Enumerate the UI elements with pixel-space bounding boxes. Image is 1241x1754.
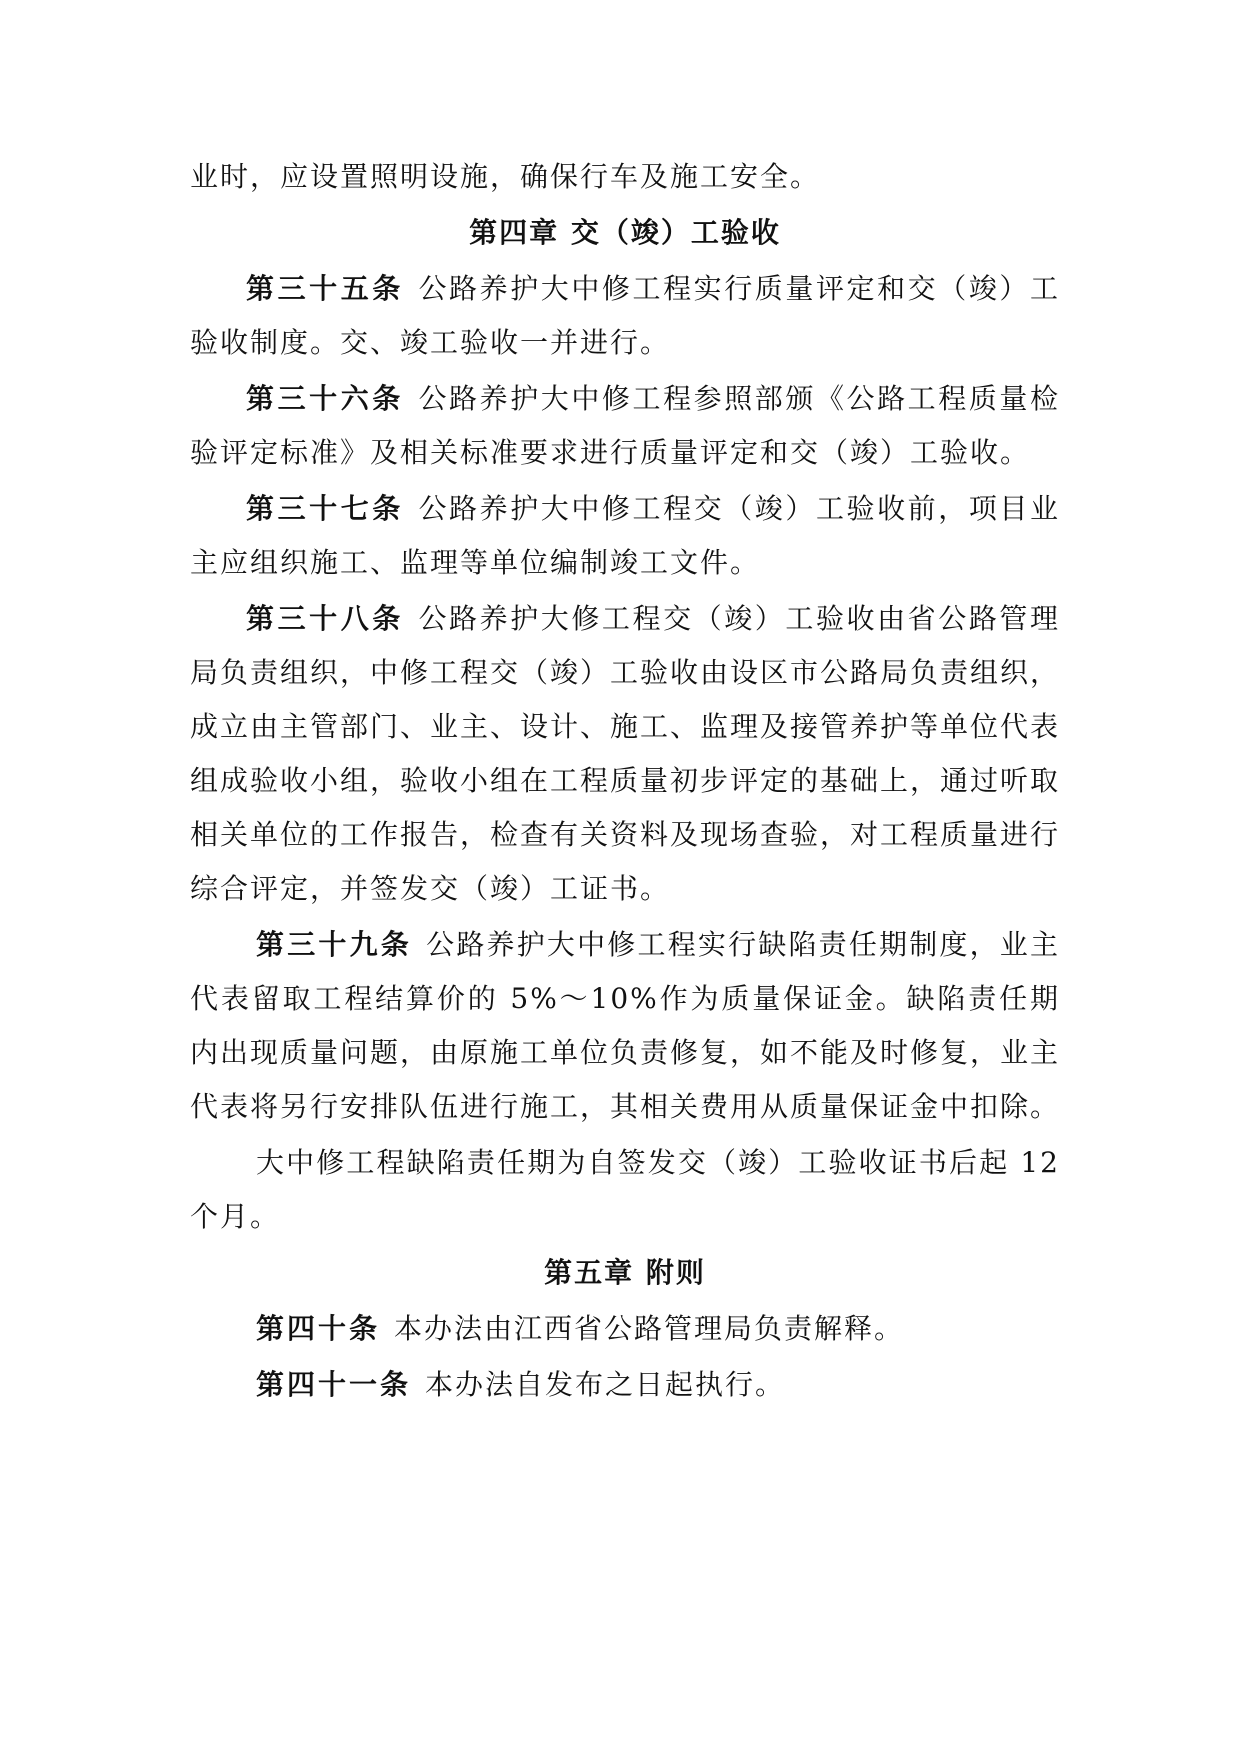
article-37 [190,482,1060,590]
article-40 [190,1302,1060,1356]
article-38 [190,592,1060,916]
article-text: 公路养护大修工程交（竣）工验收由省公路管理局负责组织，中修工程交（竣）工验收由设区市公路局负责组织，成立由主管部门、业主、设计、施工、监理及接管养护等单位代表组成验收小组，验收小组在工程质量初步评定的基础上，通过听取相关单位的工作报告，检查有关资料及现场查验，对工程质量进行综合评定，并签发交（竣）工证书。 [190,602,1061,905]
article-number: 第三十五条 [246,272,404,305]
article-36 [190,372,1060,480]
continuation-paragraph [190,150,1060,204]
article-number: 第三十八条 [246,602,404,635]
document-page [190,150,1060,1412]
chapter-5-heading: 第五章 附则 [544,1256,706,1289]
article-number: 第四十条 [256,1312,381,1345]
article-text: 公路养护大中修工程交（竣）工验收前，项目业主应组织施工、监理等单位编制竣工文件。 [190,492,1060,579]
chapter-4-heading: 第四章 交（竣）工验收 [469,216,781,249]
article-number: 第三十七条 [246,492,404,525]
article-41 [190,1358,1060,1412]
article-39 [190,918,1060,1134]
article-text: 公路养护大中修工程实行质量评定和交（竣）工验收制度。交、竣工验收一并进行。 [190,272,1060,359]
article-35 [190,262,1060,370]
article-text: 公路养护大中修工程参照部颁《公路工程质量检验评定标准》及相关标准要求进行质量评定和交（竣）工验收。 [190,382,1060,469]
article-text: 本办法由江西省公路管理局负责解释。 [394,1312,905,1345]
defect-period-paragraph [190,1136,1060,1244]
article-text: 本办法自发布之日起执行。 [425,1368,786,1401]
defect-period-text: 大中修工程缺陷责任期为自签发交（竣）工验收证书后起 12 个月。 [190,1146,1060,1233]
article-number: 第三十九条 [256,928,412,961]
continuation-text: 业时，应设置照明设施，确保行车及施工安全。 [190,160,821,193]
article-number: 第四十一条 [256,1368,412,1401]
article-text: 公路养护大中修工程实行缺陷责任期制度，业主代表留取工程结算价的 5%～10%作为质量保证金。缺陷责任期内出现质量问题，由原施工单位负责修复，如不能及时修复，业主代表将另行安排队伍进行施工，其相关费用从质量保证金中扣除。 [190,928,1061,1123]
article-number: 第三十六条 [246,382,404,415]
